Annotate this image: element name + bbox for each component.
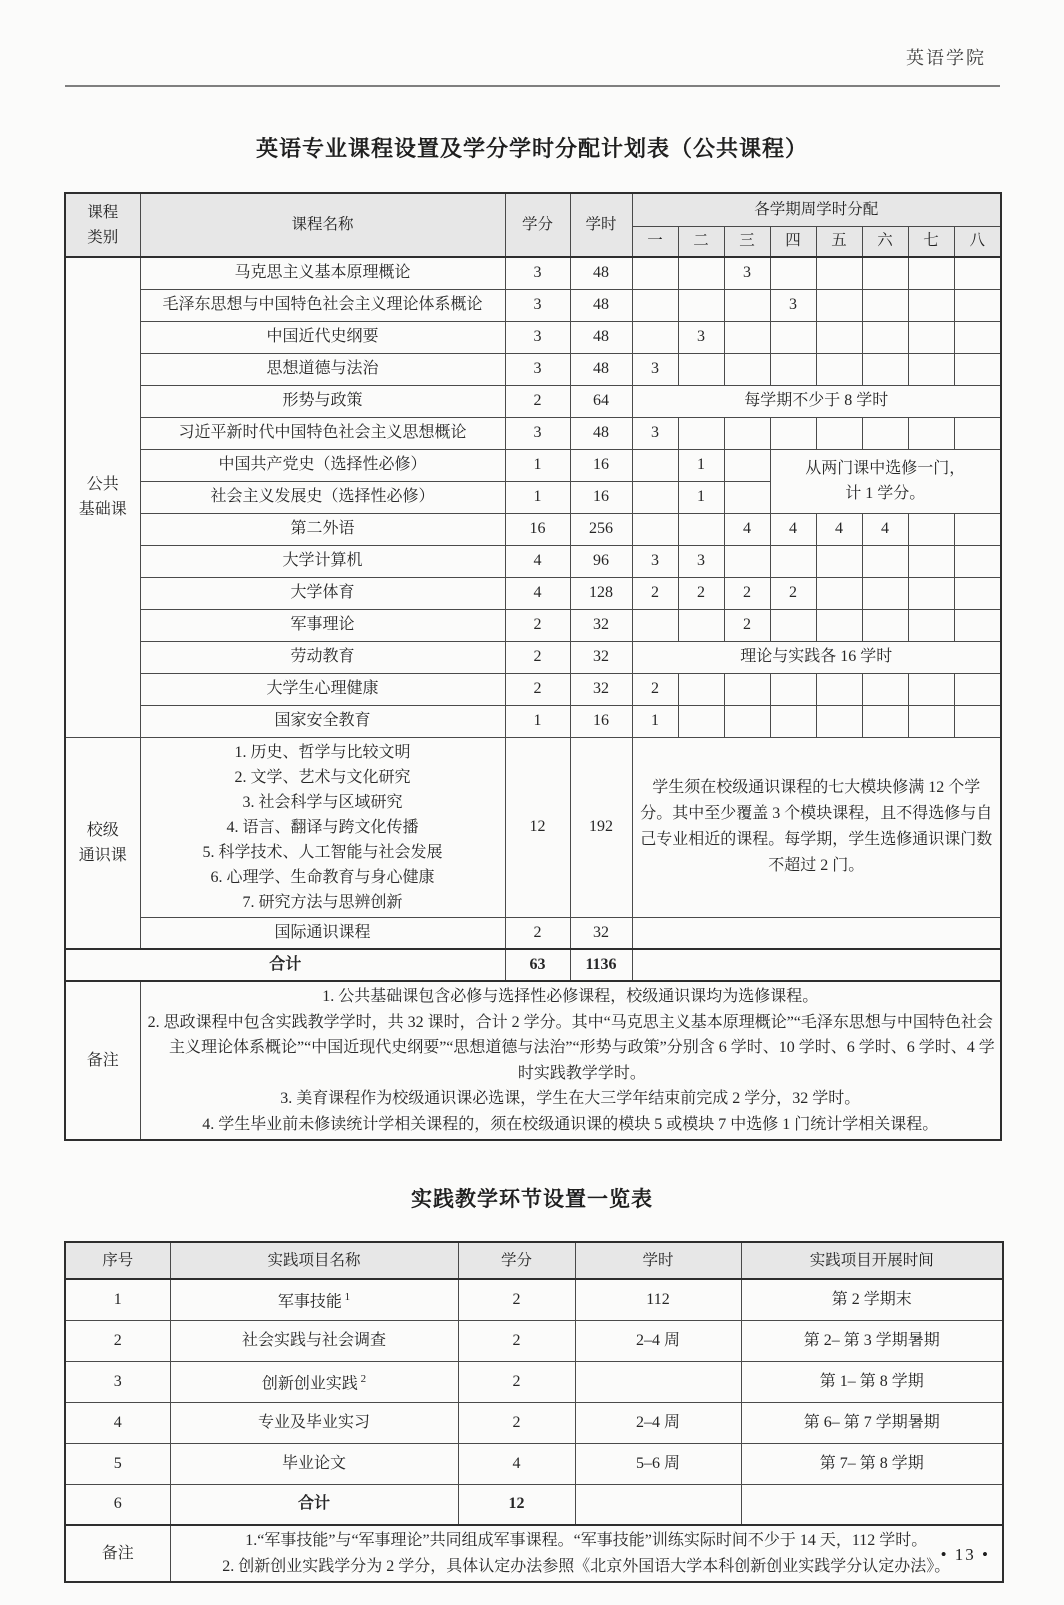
hours-cell: 48	[570, 289, 632, 321]
practice-credits-cell: 4	[458, 1443, 575, 1484]
credits-cell: 1	[505, 449, 570, 481]
semester-hours-cell	[632, 289, 678, 321]
semester-hours-cell	[816, 321, 862, 353]
notes-row	[65, 981, 1001, 1140]
semester-hours-cell	[724, 417, 770, 449]
practice-time-cell	[741, 1484, 1003, 1525]
table-row	[65, 1320, 1003, 1361]
text-line: 从两门课中选修一门，	[805, 460, 966, 477]
semester-hours-cell	[632, 257, 678, 289]
total-hours-cell: 1136	[570, 949, 632, 981]
semester-hours-cell: 4	[724, 513, 770, 545]
practice-credits-cell: 2	[458, 1361, 575, 1402]
semester-hours-cell	[908, 417, 954, 449]
semester-hours-cell	[954, 577, 1001, 609]
semester-hours-cell	[724, 353, 770, 385]
semester-hours-cell	[862, 321, 908, 353]
text-line: 4. 语言、翻译与跨文化传播	[226, 818, 419, 836]
col-header-hours: 学时	[570, 193, 632, 257]
semester-hours-cell: 4	[770, 513, 816, 545]
semester-hours-cell: 3	[724, 257, 770, 289]
semester-hours-cell: 3	[632, 417, 678, 449]
modules-list-cell	[140, 737, 505, 917]
semester-hours-cell	[954, 609, 1001, 641]
semester-hours-cell	[816, 673, 862, 705]
course-name-cell: 马克思主义基本原理概论	[140, 257, 505, 289]
practice-credits-cell: 2	[458, 1320, 575, 1361]
col-header-course-name: 课程名称	[140, 193, 505, 257]
semester-hours-cell: 1	[678, 481, 724, 513]
semester-hours-cell	[770, 545, 816, 577]
semester-hours-cell	[954, 513, 1001, 545]
practice-time-cell: 第 7– 第 8 学期	[741, 1443, 1003, 1484]
col-header-semester: 一	[632, 226, 678, 257]
semester-hours-cell	[862, 257, 908, 289]
semester-hours-cell	[770, 417, 816, 449]
practice-credits-cell: 12	[458, 1484, 575, 1525]
semester-hours-cell	[954, 289, 1001, 321]
hours-cell: 32	[570, 673, 632, 705]
semester-hours-cell	[862, 609, 908, 641]
col-header-semester: 三	[724, 226, 770, 257]
hours-cell: 32	[570, 609, 632, 641]
note-item: 1. 公共基础课包含必修与选择性必修课程，校级通识课均为选修课程。	[322, 988, 819, 1005]
semester-hours-cell	[816, 545, 862, 577]
semester-hours-cell	[816, 353, 862, 385]
note-item: 1.“军事技能”与“军事理论”共同组成军事课程。“军事技能”训练实际时间不少于 14 天，112 学时。	[245, 1532, 928, 1549]
curriculum-table	[64, 192, 1002, 1141]
semester-hours-cell	[908, 545, 954, 577]
semester-hours-cell	[632, 513, 678, 545]
practice-col-header: 学分	[458, 1242, 575, 1279]
running-header	[65, 0, 986, 70]
hours-cell: 128	[570, 577, 632, 609]
semester-hours-cell	[862, 705, 908, 737]
semester-hours-cell	[816, 417, 862, 449]
practice-no-cell: 4	[65, 1402, 170, 1443]
semester-hours-cell	[770, 353, 816, 385]
col-header-semester-group: 各学期周学时分配	[632, 193, 1001, 226]
table-row	[65, 321, 1001, 353]
semester-hours-cell	[770, 705, 816, 737]
semester-hours-cell	[678, 289, 724, 321]
notes-content-cell	[170, 1525, 1003, 1582]
semester-hours-cell	[724, 673, 770, 705]
note-item: 2. 思政课程中包含实践教学学时，共 32 课时，合计 2 学分。其中“马克思主义基本原理概论”“毛泽东思想与中国特色社会主义理论体系概论”“中国近现代史纲要”“思想道德与法治”“形势与政策”分别含 6 学时、10 学时、6 学时、6 学时、4 学时实践教学学时。	[147, 1013, 995, 1082]
practice-table	[64, 1241, 1004, 1583]
text-line: 计 1 学分。	[845, 485, 926, 502]
semester-hours-cell	[770, 609, 816, 641]
semester-hours-cell	[678, 417, 724, 449]
text-line: 2. 文学、艺术与文化研究	[234, 768, 411, 786]
hours-cell: 16	[570, 449, 632, 481]
text-line: 6. 心理学、生命教育与身心健康	[210, 868, 435, 886]
hours-cell: 256	[570, 513, 632, 545]
practice-no-cell: 5	[65, 1443, 170, 1484]
hours-cell: 96	[570, 545, 632, 577]
credits-cell: 4	[505, 545, 570, 577]
semester-hours-cell	[724, 289, 770, 321]
semester-span-note-cell: 理论与实践各 16 学时	[632, 641, 1001, 673]
practice-no-cell: 6	[65, 1484, 170, 1525]
semester-hours-cell	[954, 673, 1001, 705]
semester-hours-cell	[770, 257, 816, 289]
header-rule	[65, 85, 1000, 87]
semester-hours-cell: 1	[678, 449, 724, 481]
semester-hours-cell	[862, 577, 908, 609]
semester-hours-cell	[770, 673, 816, 705]
table-row	[65, 1279, 1003, 1320]
course-name-cell: 社会主义发展史（选择性必修）	[140, 481, 505, 513]
practice-name-cell: 创新创业实践 $^2$	[170, 1361, 458, 1402]
credits-cell: 1	[505, 705, 570, 737]
hours-cell: 192	[570, 737, 632, 917]
elective-note-cell	[770, 449, 1001, 513]
note-item: 4. 学生毕业前未修读统计学相关课程的，须在校级通识课的模块 5 或模块 7 中选修 1 门统计学相关课程。	[202, 1115, 939, 1133]
semester-hours-cell	[724, 321, 770, 353]
col-header-category: 课程 类别	[65, 193, 140, 257]
total-label-cell: 合计	[65, 949, 505, 981]
course-name-cell: 思想道德与法治	[140, 353, 505, 385]
practice-name-cell: 专业及毕业实习	[170, 1402, 458, 1443]
credits-cell: 3	[505, 289, 570, 321]
semester-hours-cell	[954, 321, 1001, 353]
practice-time-cell: 第 2 学期末	[741, 1279, 1003, 1320]
semester-hours-cell: 3	[632, 545, 678, 577]
semester-hours-cell: 2	[770, 577, 816, 609]
hours-cell: 32	[570, 641, 632, 673]
credits-cell: 2	[505, 609, 570, 641]
empty-span-cell	[632, 949, 1001, 981]
total-credits-cell: 63	[505, 949, 570, 981]
table-row	[65, 513, 1001, 545]
credits-cell: 2	[505, 641, 570, 673]
semester-hours-cell	[678, 257, 724, 289]
table-row	[65, 577, 1001, 609]
col-header-semester: 五	[816, 226, 862, 257]
semester-hours-cell	[816, 577, 862, 609]
semester-hours-cell	[908, 321, 954, 353]
semester-hours-cell	[632, 449, 678, 481]
col-header-semester: 八	[954, 226, 1001, 257]
practice-col-header: 实践项目开展时间	[741, 1242, 1003, 1279]
credits-cell: 3	[505, 321, 570, 353]
notes-row	[65, 1525, 1003, 1582]
page-number: • 13 •	[940, 1545, 990, 1564]
semester-hours-cell	[816, 609, 862, 641]
semester-hours-cell: 2	[678, 577, 724, 609]
text-line: 通识课	[78, 846, 127, 864]
credits-cell: 4	[505, 577, 570, 609]
course-name-cell: 国家安全教育	[140, 705, 505, 737]
practice-time-cell: 第 2– 第 3 学期暑期	[741, 1320, 1003, 1361]
hours-cell: 32	[570, 917, 632, 949]
semester-hours-cell	[816, 289, 862, 321]
semester-hours-cell	[724, 545, 770, 577]
text-line: 1. 历史、哲学与比较文明	[234, 743, 411, 761]
total-row	[65, 949, 1001, 981]
semester-span-note-cell: 每学期不少于 8 学时	[632, 385, 1001, 417]
text-line: 基础课	[78, 501, 127, 519]
note-item: 3. 美育课程作为校级通识课必选课，学生在大三学年结束前完成 2 学分，32 学时。	[280, 1090, 861, 1107]
text-line: 公共	[86, 476, 119, 494]
credits-cell: 2	[505, 385, 570, 417]
practice-hours-cell: 2–4 周	[575, 1320, 741, 1361]
practice-credits-cell: 2	[458, 1402, 575, 1443]
practice-time-cell: 第 1– 第 8 学期	[741, 1361, 1003, 1402]
col-header-semester: 六	[862, 226, 908, 257]
table-row	[65, 917, 1001, 949]
semester-hours-cell: 3	[632, 353, 678, 385]
semester-hours-cell	[816, 705, 862, 737]
credits-cell: 3	[505, 353, 570, 385]
text-line: 5. 科学技术、人工智能与社会发展	[202, 843, 443, 861]
course-name-cell: 国际通识课程	[140, 917, 505, 949]
course-name-cell: 大学生心理健康	[140, 673, 505, 705]
practice-name-cell: 合计	[170, 1484, 458, 1525]
col-header-semester: 二	[678, 226, 724, 257]
semester-hours-cell: 2	[724, 609, 770, 641]
course-name-cell: 中国近代史纲要	[140, 321, 505, 353]
semester-hours-cell	[678, 705, 724, 737]
practice-no-cell: 3	[65, 1361, 170, 1402]
table-row	[65, 449, 1001, 481]
footnote-marker: 1	[341, 1291, 351, 1304]
practice-hours-cell: 112	[575, 1279, 741, 1320]
practice-hours-cell: 2–4 周	[575, 1402, 741, 1443]
semester-hours-cell	[724, 449, 770, 481]
hours-cell: 16	[570, 481, 632, 513]
semester-hours-cell	[954, 417, 1001, 449]
semester-hours-cell: 4	[862, 513, 908, 545]
semester-hours-cell	[678, 513, 724, 545]
table-row	[65, 641, 1001, 673]
semester-hours-cell	[724, 705, 770, 737]
practice-table-title: 实践教学环节设置一览表	[411, 1188, 653, 1211]
col-header-semester: 七	[908, 226, 954, 257]
practice-time-cell: 第 6– 第 7 学期暑期	[741, 1402, 1003, 1443]
course-name-cell: 大学计算机	[140, 545, 505, 577]
table-row	[65, 257, 1001, 289]
course-name-cell: 军事理论	[140, 609, 505, 641]
hours-cell: 64	[570, 385, 632, 417]
credits-cell: 16	[505, 513, 570, 545]
course-name-cell: 劳动教育	[140, 641, 505, 673]
text-line: 校级	[86, 821, 119, 839]
semester-hours-cell: 2	[724, 577, 770, 609]
semester-hours-cell	[862, 545, 908, 577]
practice-col-header: 实践项目名称	[170, 1242, 458, 1279]
col-header-semester: 四	[770, 226, 816, 257]
semester-hours-cell	[632, 321, 678, 353]
practice-name-cell: 军事技能 $^1$	[170, 1279, 458, 1320]
table-row	[65, 289, 1001, 321]
course-name-cell: 习近平新时代中国特色社会主义思想概论	[140, 417, 505, 449]
practice-col-header: 学时	[575, 1242, 741, 1279]
semester-hours-cell	[862, 289, 908, 321]
semester-hours-cell	[908, 577, 954, 609]
table-row	[65, 545, 1001, 577]
credits-cell: 2	[505, 673, 570, 705]
table-row	[65, 353, 1001, 385]
notes-content-cell	[140, 981, 1001, 1140]
semester-hours-cell	[862, 417, 908, 449]
table-row	[65, 705, 1001, 737]
semester-hours-cell	[908, 705, 954, 737]
table-row	[65, 1402, 1003, 1443]
semester-hours-cell: 3	[770, 289, 816, 321]
practice-no-cell: 1	[65, 1279, 170, 1320]
text-line: 7. 研究方法与思辨创新	[242, 893, 403, 911]
modules-note-text: 学生须在校级通识课程的七大模块修满 12 个学分。其中至少覆盖 3 个模块课程，且不得选修与自己专业相近的课程。每学期，学生选修通识课门数不超过 2 门。	[640, 779, 993, 874]
practice-no-cell: 2	[65, 1320, 170, 1361]
semester-hours-cell	[954, 257, 1001, 289]
modules-note-cell	[632, 737, 1001, 917]
semester-hours-cell	[632, 609, 678, 641]
table-row	[65, 385, 1001, 417]
note-item: 2. 创新创业实践学分为 2 学分，具体认定办法参照《北京外国语大学本科创新创业实践学分认定办法》。	[222, 1557, 951, 1575]
semester-hours-cell	[908, 353, 954, 385]
table-row	[65, 1484, 1003, 1525]
practice-name-cell: 毕业论文	[170, 1443, 458, 1484]
course-name-cell: 毛泽东思想与中国特色社会主义理论体系概论	[140, 289, 505, 321]
table-row	[65, 673, 1001, 705]
semester-hours-cell	[862, 673, 908, 705]
semester-hours-cell	[954, 705, 1001, 737]
course-name-cell: 大学体育	[140, 577, 505, 609]
hours-cell: 48	[570, 257, 632, 289]
semester-hours-cell	[816, 257, 862, 289]
semester-hours-cell	[678, 673, 724, 705]
text-line: 3. 社会科学与区域研究	[242, 793, 403, 811]
table-row	[65, 1361, 1003, 1402]
semester-hours-cell	[954, 545, 1001, 577]
table-row	[65, 609, 1001, 641]
college-name: 英语学院	[906, 48, 986, 68]
semester-hours-cell	[954, 353, 1001, 385]
practice-header-row	[65, 1242, 1003, 1279]
credits-cell: 3	[505, 257, 570, 289]
semester-hours-cell	[678, 609, 724, 641]
semester-hours-cell	[908, 289, 954, 321]
table-row	[65, 1443, 1003, 1484]
hours-cell: 48	[570, 321, 632, 353]
semester-hours-cell: 3	[678, 545, 724, 577]
practice-hours-cell	[575, 1361, 741, 1402]
credits-cell: 2	[505, 917, 570, 949]
empty-span-cell	[632, 917, 1001, 949]
course-name-cell: 第二外语	[140, 513, 505, 545]
semester-hours-cell	[908, 257, 954, 289]
course-name-cell: 中国共产党史（选择性必修）	[140, 449, 505, 481]
curriculum-table-title: 英语专业课程设置及学分学时分配计划表（公共课程）	[255, 136, 808, 161]
semester-hours-cell: 2	[632, 577, 678, 609]
practice-hours-cell: 5–6 周	[575, 1443, 741, 1484]
semester-hours-cell	[908, 513, 954, 545]
practice-credits-cell: 2	[458, 1279, 575, 1320]
semester-hours-cell: 3	[678, 321, 724, 353]
credits-cell: 1	[505, 481, 570, 513]
curriculum-header-row	[65, 193, 1001, 226]
semester-hours-cell	[908, 673, 954, 705]
section-label-cell	[65, 737, 140, 949]
footnote-marker: 2	[357, 1372, 367, 1385]
table-row	[65, 737, 1001, 917]
table-row	[65, 417, 1001, 449]
hours-cell: 16	[570, 705, 632, 737]
semester-hours-cell: 1	[632, 705, 678, 737]
semester-hours-cell	[908, 609, 954, 641]
section-label-cell	[65, 257, 140, 737]
hours-cell: 48	[570, 417, 632, 449]
semester-hours-cell	[632, 481, 678, 513]
semester-hours-cell	[770, 321, 816, 353]
notes-label-cell: 备注	[65, 981, 140, 1140]
semester-hours-cell: 4	[816, 513, 862, 545]
notes-label-cell: 备注	[65, 1525, 170, 1582]
credits-cell: 3	[505, 417, 570, 449]
semester-hours-cell: 2	[632, 673, 678, 705]
practice-hours-cell	[575, 1484, 741, 1525]
semester-hours-cell	[678, 353, 724, 385]
hours-cell: 48	[570, 353, 632, 385]
semester-hours-cell	[724, 481, 770, 513]
credits-cell: 12	[505, 737, 570, 917]
col-header-credits: 学分	[505, 193, 570, 257]
practice-name-cell: 社会实践与社会调查	[170, 1320, 458, 1361]
practice-col-header: 序号	[65, 1242, 170, 1279]
course-name-cell: 形势与政策	[140, 385, 505, 417]
semester-hours-cell	[862, 353, 908, 385]
